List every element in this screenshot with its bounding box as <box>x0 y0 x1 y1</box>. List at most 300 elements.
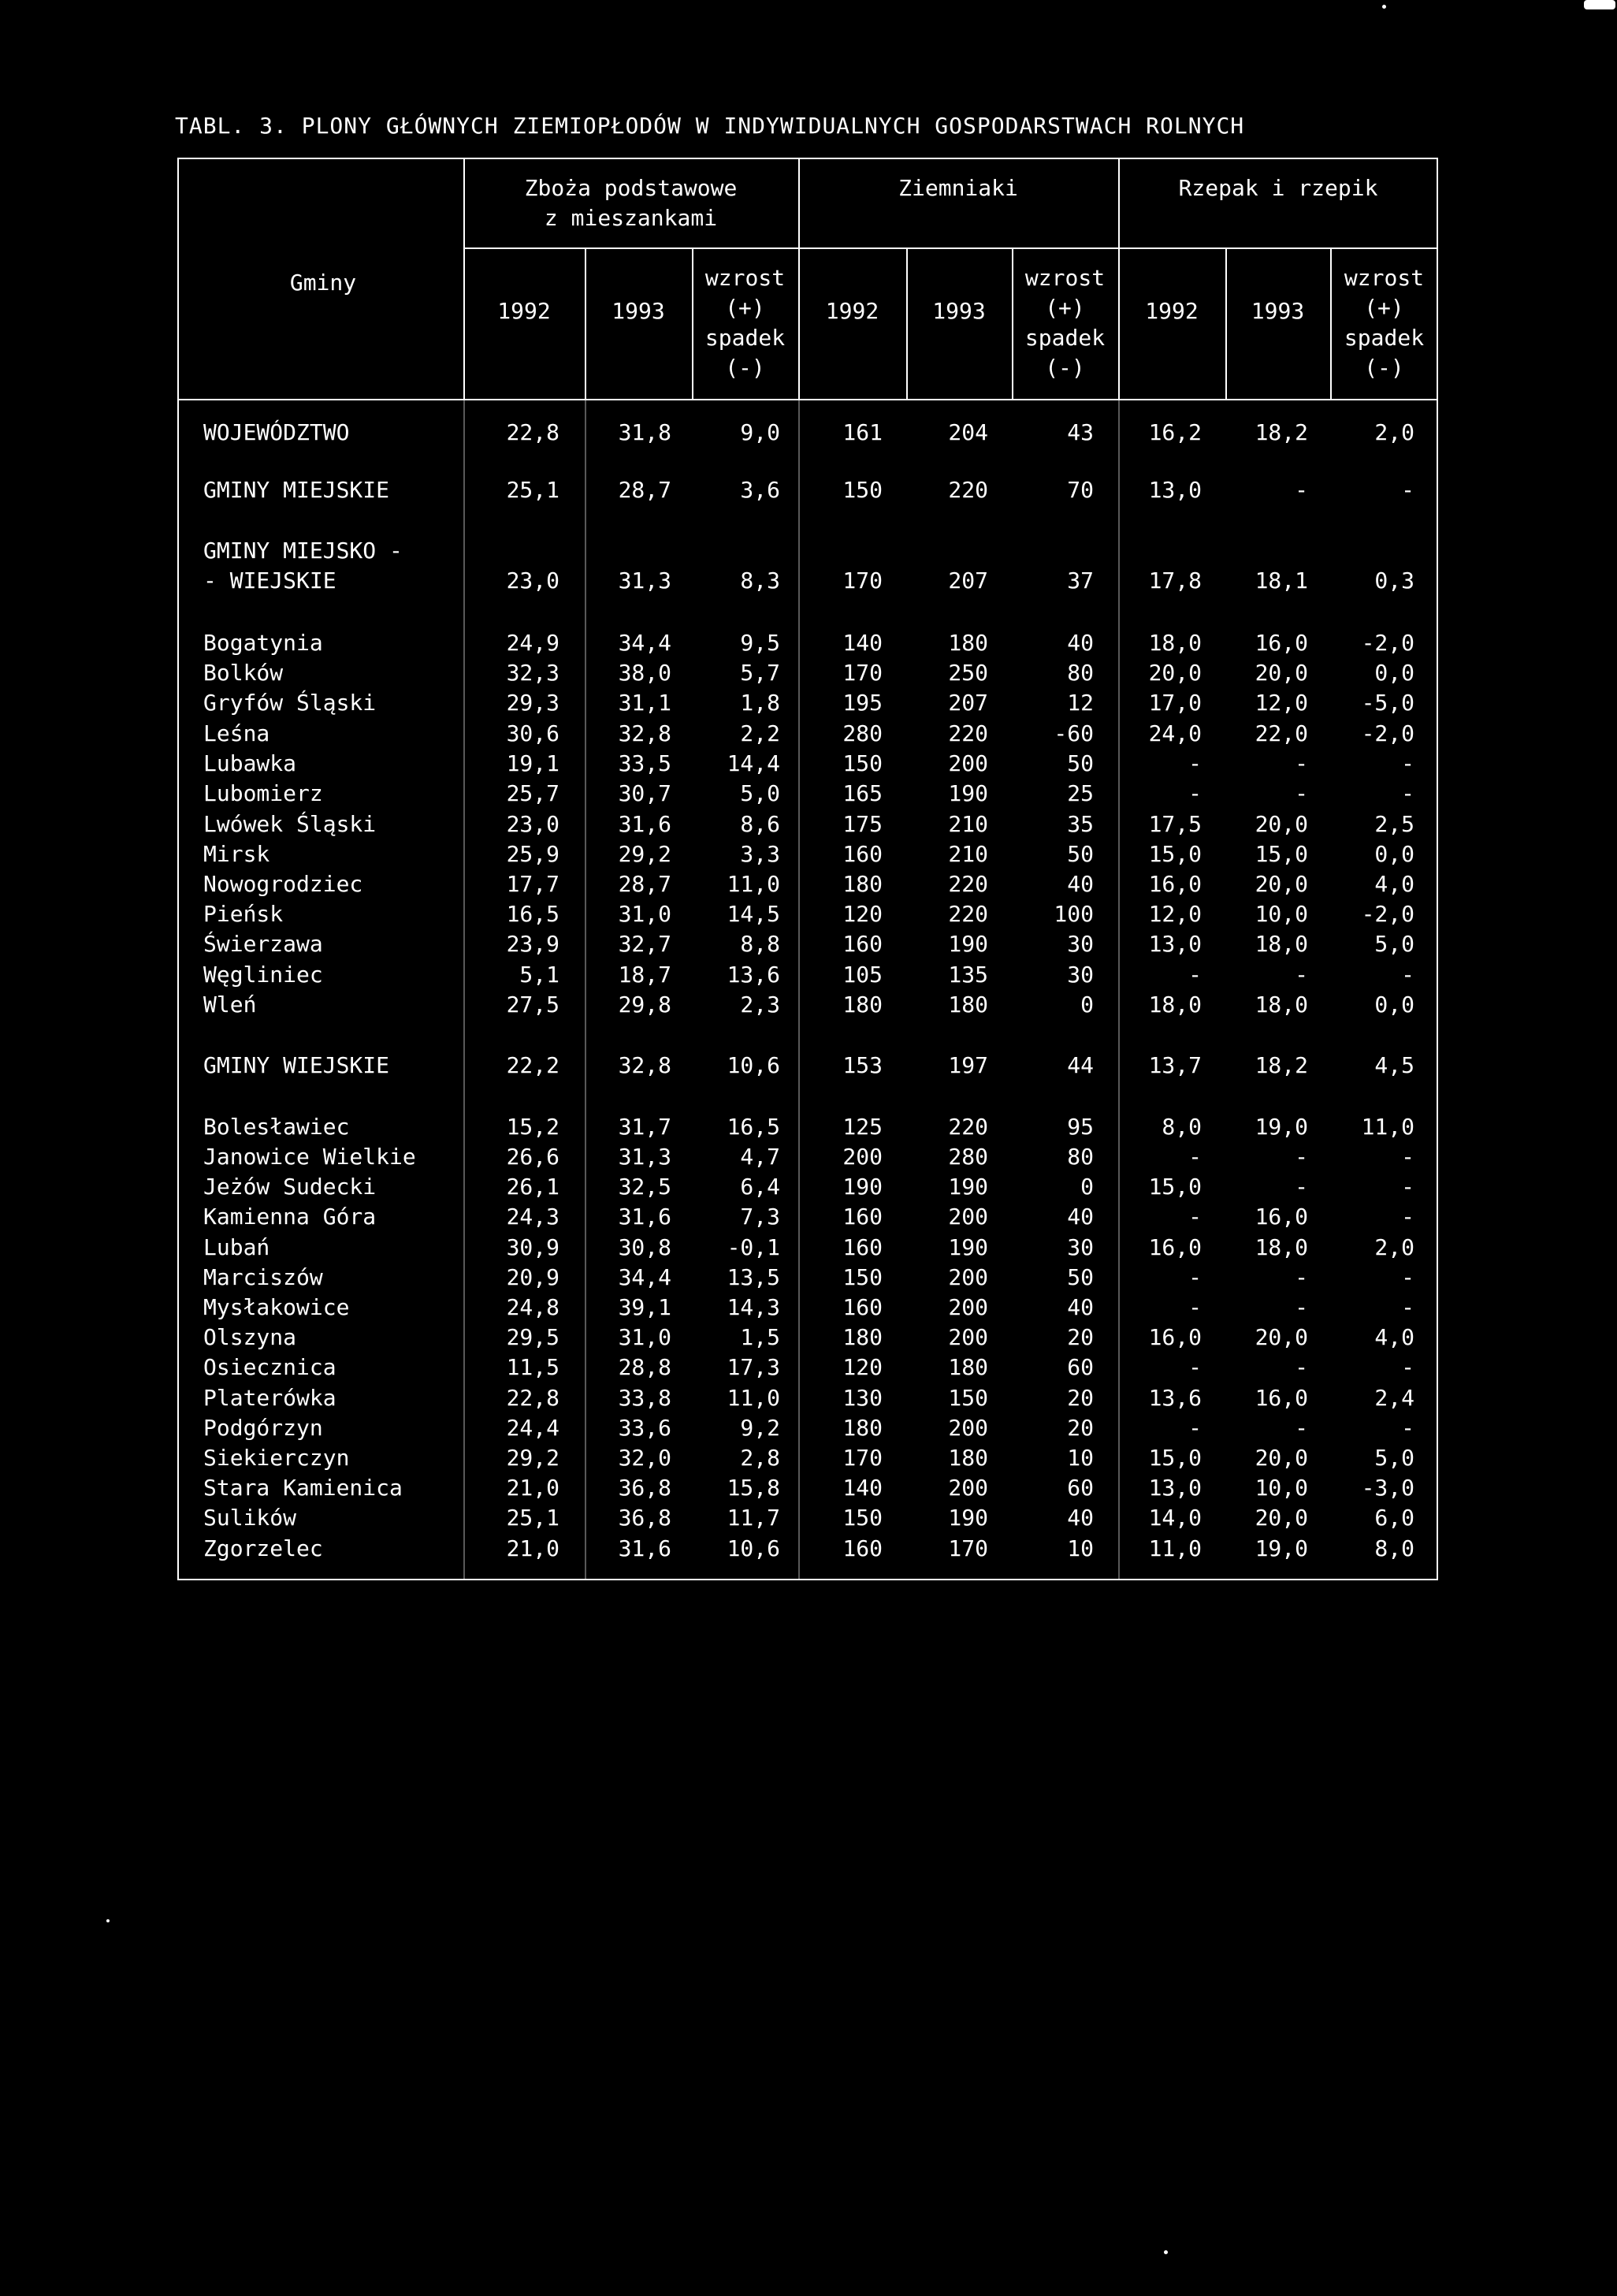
table-cell: 6,4 <box>740 1174 780 1200</box>
table-cell: 11,0 <box>1148 1535 1202 1561</box>
table-title: TABL. 3. PLONY GŁÓWNYCH ZIEMIOPŁODÓW W INDYWIDUALNYCH GOSPODARSTWACH ROLNYCH <box>175 113 1245 139</box>
table-cell: 20,0 <box>1255 1324 1308 1350</box>
table-cell: 32,5 <box>618 1174 671 1200</box>
table-cell: 3,3 <box>740 841 780 867</box>
table-cell: - <box>1188 1294 1202 1320</box>
table-cell: 23,0 <box>506 567 559 594</box>
table-cell: 135 <box>948 962 988 988</box>
table-cell: 20,0 <box>1255 811 1308 837</box>
table-cell: - <box>1188 1144 1202 1170</box>
table-cell: 18,0 <box>1148 630 1202 656</box>
table-cell: 190 <box>948 780 988 806</box>
table-cell: 23,9 <box>506 931 559 957</box>
table-cell: 16,0 <box>1255 1385 1308 1411</box>
table-cell: 190 <box>842 1174 883 1200</box>
table-cell: 153 <box>842 1052 883 1078</box>
table-row <box>0 658 1617 688</box>
table-cell: 19,0 <box>1255 1535 1308 1561</box>
table-cell: 31,0 <box>618 1324 671 1350</box>
table-row <box>0 899 1617 929</box>
table-cell: 8,6 <box>740 811 780 837</box>
table-cell: 13,0 <box>1148 1475 1202 1501</box>
table-cell: 3,6 <box>740 477 780 503</box>
table-cell: 25,1 <box>506 477 559 503</box>
table-cell: - <box>1295 962 1308 988</box>
header-zboza: Zboża podstawowe z mieszankami <box>524 175 738 231</box>
table-cell: 24,0 <box>1148 720 1202 746</box>
row-label: Wleń <box>203 992 257 1018</box>
table-row <box>0 990 1617 1020</box>
table-cell: 170 <box>842 660 883 686</box>
table-cell: 120 <box>842 1354 883 1380</box>
table-cell: 17,8 <box>1148 567 1202 594</box>
row-label: - WIEJSKIE <box>203 567 336 594</box>
table-cell: 32,3 <box>506 660 559 686</box>
table-cell: 10 <box>1067 1445 1094 1471</box>
table-cell: 207 <box>948 567 988 594</box>
table-cell: 31,6 <box>618 1535 671 1561</box>
table-cell: 20 <box>1067 1415 1094 1441</box>
table-cell: 4,7 <box>740 1144 780 1170</box>
table-cell: 21,0 <box>506 1535 559 1561</box>
table-cell: 28,8 <box>618 1354 671 1380</box>
table-cell: 31,1 <box>618 690 671 716</box>
table-cell: 0 <box>1080 992 1094 1018</box>
table-cell: 180 <box>948 630 988 656</box>
table-cell: 200 <box>948 1264 988 1290</box>
table-cell: 15,0 <box>1255 841 1308 867</box>
table-cell: 30 <box>1067 1234 1094 1260</box>
table-cell: 32,0 <box>618 1445 671 1471</box>
table-row <box>0 1233 1617 1263</box>
table-cell: 180 <box>948 1445 988 1471</box>
table-row <box>0 418 1617 448</box>
table-cell: 22,0 <box>1255 720 1308 746</box>
table-cell: - <box>1188 962 1202 988</box>
header-1992: 1992 <box>1145 298 1199 324</box>
table-cell: 16,0 <box>1148 1234 1202 1260</box>
table-row <box>0 960 1617 990</box>
table-cell: 150 <box>948 1385 988 1411</box>
table-cell: 180 <box>948 1354 988 1380</box>
table-cell: 14,0 <box>1148 1505 1202 1531</box>
table-cell: 23,0 <box>506 811 559 837</box>
table-cell: 280 <box>948 1144 988 1170</box>
table-cell: 80 <box>1067 1144 1094 1170</box>
table-cell: 19,1 <box>506 750 559 776</box>
row-label: Jeżów Sudecki <box>203 1174 377 1200</box>
table-cell: 18,0 <box>1255 992 1308 1018</box>
table-cell: 24,3 <box>506 1204 559 1230</box>
table-row <box>0 1172 1617 1202</box>
table-cell: 220 <box>948 871 988 897</box>
table-cell: 8,8 <box>740 931 780 957</box>
row-label: Janowice Wielkie <box>203 1144 416 1170</box>
table-cell: 5,0 <box>1374 1445 1414 1471</box>
table-cell: 31,8 <box>618 419 671 445</box>
table-cell: 180 <box>842 992 883 1018</box>
table-cell: 2,4 <box>1374 1385 1414 1411</box>
row-label: GMINY WIEJSKIE <box>203 1052 390 1078</box>
table-cell: 200 <box>948 1324 988 1350</box>
table-cell: -2,0 <box>1361 630 1414 656</box>
table-cell: 180 <box>842 1324 883 1350</box>
table-cell: 20,0 <box>1255 1505 1308 1531</box>
table-cell: 15,0 <box>1148 841 1202 867</box>
table-cell: - <box>1401 750 1414 776</box>
table-cell: - <box>1295 1144 1308 1170</box>
table-cell: 200 <box>948 1415 988 1441</box>
table-row <box>0 779 1617 809</box>
header-ziemniaki: Ziemniaki <box>898 175 1018 201</box>
table-cell: 2,0 <box>1374 1234 1414 1260</box>
table-cell: 15,8 <box>727 1475 780 1501</box>
table-cell: 25 <box>1067 780 1094 806</box>
row-label: Zgorzelec <box>203 1535 323 1561</box>
table-cell: - <box>1295 1294 1308 1320</box>
table-cell: 13,6 <box>1148 1385 1202 1411</box>
row-label: Mysłakowice <box>203 1294 350 1320</box>
table-cell: 10 <box>1067 1535 1094 1561</box>
row-label: Platerówka <box>203 1385 336 1411</box>
table-cell: 180 <box>842 1415 883 1441</box>
row-label: Stara Kamienica <box>203 1475 403 1501</box>
table-cell: 30,6 <box>506 720 559 746</box>
table-cell: 43 <box>1067 419 1094 445</box>
table-cell: 95 <box>1067 1114 1094 1140</box>
table-cell: -5,0 <box>1361 690 1414 716</box>
table-cell: 250 <box>948 660 988 686</box>
table-cell: 36,8 <box>618 1505 671 1531</box>
table-cell: 18,0 <box>1255 931 1308 957</box>
row-label: Lubawka <box>203 750 297 776</box>
table-cell: 15,0 <box>1148 1445 1202 1471</box>
table-cell: - <box>1188 750 1202 776</box>
table-row <box>0 929 1617 959</box>
header-change: wzrost (+) spadek (-) <box>704 265 786 381</box>
table-cell: 40 <box>1067 1294 1094 1320</box>
table-cell: 17,3 <box>727 1354 780 1380</box>
table-cell: 29,5 <box>506 1324 559 1350</box>
table-row <box>0 1534 1617 1564</box>
table-row <box>0 536 1617 566</box>
table-cell: - <box>1295 1174 1308 1200</box>
table-cell: 35 <box>1067 811 1094 837</box>
header-change: wzrost (+) spadek (-) <box>1344 265 1425 381</box>
table-row <box>0 1503 1617 1533</box>
table-row <box>0 1323 1617 1353</box>
table-cell: 5,0 <box>740 780 780 806</box>
table-cell: - <box>1295 1415 1308 1441</box>
table-cell: -0,1 <box>727 1234 780 1260</box>
table-cell: 44 <box>1067 1052 1094 1078</box>
row-label: Siekierczyn <box>203 1445 350 1471</box>
table-cell: 12,0 <box>1255 690 1308 716</box>
table-cell: 125 <box>842 1114 883 1140</box>
header-rzepak: Rzepak i rzepik <box>1178 175 1378 201</box>
table-cell: - <box>1401 1415 1414 1441</box>
row-label: Osiecznica <box>203 1354 336 1380</box>
table-cell: 24,9 <box>506 630 559 656</box>
table-cell: 33,8 <box>618 1385 671 1411</box>
row-label: Pieńsk <box>203 901 284 927</box>
scan-speck <box>1382 5 1386 9</box>
table-cell: 28,7 <box>618 477 671 503</box>
table-cell: - <box>1401 1144 1414 1170</box>
row-label: Bolesławiec <box>203 1114 350 1140</box>
row-label: GMINY MIEJSKIE <box>203 477 390 503</box>
table-cell: 30,7 <box>618 780 671 806</box>
table-cell: 38,0 <box>618 660 671 686</box>
row-label: Lubań <box>203 1234 270 1260</box>
table-cell: 25,1 <box>506 1505 559 1531</box>
table-cell: 18,0 <box>1148 992 1202 1018</box>
table-cell: 11,5 <box>506 1354 559 1380</box>
table-cell: 10,6 <box>727 1535 780 1561</box>
row-label: Gryfów Śląski <box>203 690 377 716</box>
table-row <box>0 809 1617 839</box>
row-label: Lubomierz <box>203 780 323 806</box>
table-cell: 150 <box>842 1264 883 1290</box>
row-label: WOJEWÓDZTWO <box>203 419 350 445</box>
table-cell: 39,1 <box>618 1294 671 1320</box>
table-cell: 165 <box>842 780 883 806</box>
table-cell: 40 <box>1067 1505 1094 1531</box>
table-cell: - <box>1188 1415 1202 1441</box>
table-cell: 26,1 <box>506 1174 559 1200</box>
table-cell: 4,5 <box>1374 1052 1414 1078</box>
table-cell: - <box>1295 1264 1308 1290</box>
table-cell: - <box>1401 1354 1414 1380</box>
table-cell: - <box>1188 1264 1202 1290</box>
table-cell: 10,0 <box>1255 1475 1308 1501</box>
table-cell: 17,0 <box>1148 690 1202 716</box>
table-cell: 11,0 <box>727 871 780 897</box>
table-cell: 204 <box>948 419 988 445</box>
table-cell: 13,0 <box>1148 931 1202 957</box>
table-row <box>0 1473 1617 1503</box>
table-cell: 33,6 <box>618 1415 671 1441</box>
table-cell: 170 <box>842 1445 883 1471</box>
table-cell: 29,2 <box>506 1445 559 1471</box>
table-cell: 70 <box>1067 477 1094 503</box>
table-row <box>0 1202 1617 1232</box>
table-cell: 11,7 <box>727 1505 780 1531</box>
table-cell: 16,5 <box>727 1114 780 1140</box>
table-cell: 13,6 <box>727 962 780 988</box>
table-cell: 195 <box>842 690 883 716</box>
table-cell: 7,3 <box>740 1204 780 1230</box>
table-cell: 12 <box>1067 690 1094 716</box>
table-cell: 32,8 <box>618 720 671 746</box>
table-cell: 33,5 <box>618 750 671 776</box>
table-cell: 18,2 <box>1255 1052 1308 1078</box>
table-cell: - <box>1295 750 1308 776</box>
table-cell: 0,3 <box>1374 567 1414 594</box>
table-cell: 190 <box>948 931 988 957</box>
table-row <box>0 1353 1617 1382</box>
table-cell: 100 <box>1054 901 1094 927</box>
row-label: Marciszów <box>203 1264 323 1290</box>
table-cell: 207 <box>948 690 988 716</box>
table-cell: 9,2 <box>740 1415 780 1441</box>
table-cell: - <box>1295 1354 1308 1380</box>
table-cell: 30 <box>1067 931 1094 957</box>
table-cell: 20 <box>1067 1324 1094 1350</box>
table-cell: 15,0 <box>1148 1174 1202 1200</box>
table-cell: 0,0 <box>1374 841 1414 867</box>
table-cell: 200 <box>948 750 988 776</box>
table-cell: 14,3 <box>727 1294 780 1320</box>
table-cell: 220 <box>948 477 988 503</box>
table-row <box>0 1112 1617 1142</box>
table-cell: 200 <box>948 1294 988 1320</box>
table-cell: 6,0 <box>1374 1505 1414 1531</box>
table-cell: 20,0 <box>1255 660 1308 686</box>
table-row <box>0 749 1617 779</box>
table-cell: 175 <box>842 811 883 837</box>
table-cell: -3,0 <box>1361 1475 1414 1501</box>
table-cell: 29,8 <box>618 992 671 1018</box>
table-cell: 210 <box>948 841 988 867</box>
table-cell: 9,0 <box>740 419 780 445</box>
table-cell: 8,3 <box>740 567 780 594</box>
table-cell: 29,2 <box>618 841 671 867</box>
row-label: Kamienna Góra <box>203 1204 377 1230</box>
table-cell: 29,3 <box>506 690 559 716</box>
scan-speck <box>106 1919 110 1922</box>
table-cell: 18,1 <box>1255 567 1308 594</box>
table-cell: 31,7 <box>618 1114 671 1140</box>
table-cell: 5,7 <box>740 660 780 686</box>
table-cell: 4,0 <box>1374 871 1414 897</box>
scan-speck <box>1584 0 1615 9</box>
table-cell: 2,8 <box>740 1445 780 1471</box>
row-label: Bolków <box>203 660 284 686</box>
table-cell: 36,8 <box>618 1475 671 1501</box>
table-cell: 160 <box>842 1204 883 1230</box>
table-cell: 40 <box>1067 1204 1094 1230</box>
table-cell: 60 <box>1067 1354 1094 1380</box>
table-cell: 21,0 <box>506 1475 559 1501</box>
table-cell: 200 <box>948 1204 988 1230</box>
table-cell: - <box>1401 477 1414 503</box>
table-cell: 170 <box>948 1535 988 1561</box>
table-cell: 30,8 <box>618 1234 671 1260</box>
table-cell: 32,7 <box>618 931 671 957</box>
table-cell: -2,0 <box>1361 720 1414 746</box>
table-cell: 16,0 <box>1255 630 1308 656</box>
table-cell: 150 <box>842 1505 883 1531</box>
table-row <box>0 688 1617 718</box>
scan-speck <box>1164 2250 1168 2254</box>
table-cell: - <box>1401 1174 1414 1200</box>
table-cell: 105 <box>842 962 883 988</box>
table-cell: 160 <box>842 1535 883 1561</box>
table-row <box>0 566 1617 596</box>
table-cell: 31,6 <box>618 811 671 837</box>
table-cell: - <box>1188 1354 1202 1380</box>
table-cell: 80 <box>1067 660 1094 686</box>
table-cell: 24,4 <box>506 1415 559 1441</box>
table-cell: 34,4 <box>618 630 671 656</box>
table-cell: 60 <box>1067 1475 1094 1501</box>
table-cell: 16,2 <box>1148 419 1202 445</box>
table-cell: 160 <box>842 1234 883 1260</box>
row-label: Olszyna <box>203 1324 297 1350</box>
table-cell: 24,8 <box>506 1294 559 1320</box>
header-1993: 1993 <box>1251 298 1305 324</box>
table-cell: 1,8 <box>740 690 780 716</box>
table-cell: 280 <box>842 720 883 746</box>
table-cell: - <box>1295 780 1308 806</box>
table-cell: 11,0 <box>727 1385 780 1411</box>
table-row <box>0 475 1617 505</box>
table-cell: 160 <box>842 841 883 867</box>
table-cell: 28,7 <box>618 871 671 897</box>
table-cell: 200 <box>842 1144 883 1170</box>
row-label: GMINY MIEJSKO - <box>203 538 403 564</box>
table-cell: 27,5 <box>506 992 559 1018</box>
table-row <box>0 1293 1617 1323</box>
table-cell: 31,6 <box>618 1204 671 1230</box>
row-label: Węgliniec <box>203 962 323 988</box>
table-cell: 140 <box>842 630 883 656</box>
table-cell: 20,0 <box>1148 660 1202 686</box>
grid-line <box>177 399 1438 400</box>
table-cell: 2,3 <box>740 992 780 1018</box>
table-cell: - <box>1401 1204 1414 1230</box>
row-label: Leśna <box>203 720 270 746</box>
table-cell: 180 <box>948 992 988 1018</box>
table-cell: 22,2 <box>506 1052 559 1078</box>
table-cell: 200 <box>948 1475 988 1501</box>
table-cell: 180 <box>842 871 883 897</box>
table-cell: 25,7 <box>506 780 559 806</box>
table-cell: - <box>1401 780 1414 806</box>
table-cell: 16,5 <box>506 901 559 927</box>
table-cell: 10,6 <box>727 1052 780 1078</box>
table-cell: 40 <box>1067 871 1094 897</box>
table-cell: 1,5 <box>740 1324 780 1350</box>
table-cell: 9,5 <box>740 630 780 656</box>
table-cell: 8,0 <box>1162 1114 1202 1140</box>
table-row <box>0 839 1617 869</box>
header-1992: 1992 <box>497 298 551 324</box>
table-cell: - <box>1401 962 1414 988</box>
table-cell: 2,0 <box>1374 419 1414 445</box>
table-cell: 15,2 <box>506 1114 559 1140</box>
table-cell: 18,2 <box>1255 419 1308 445</box>
table-row <box>0 628 1617 658</box>
table-cell: 37 <box>1067 567 1094 594</box>
table-cell: -2,0 <box>1361 901 1414 927</box>
table-cell: 31,3 <box>618 567 671 594</box>
table-cell: 0,0 <box>1374 992 1414 1018</box>
table-cell: - <box>1188 1204 1202 1230</box>
table-cell: 22,8 <box>506 1385 559 1411</box>
table-cell: 160 <box>842 1294 883 1320</box>
table-cell: 150 <box>842 477 883 503</box>
row-label: Lwówek Śląski <box>203 811 377 837</box>
table-cell: 30,9 <box>506 1234 559 1260</box>
table-cell: 160 <box>842 931 883 957</box>
table-cell: 18,7 <box>618 962 671 988</box>
table-cell: 190 <box>948 1234 988 1260</box>
header-change: wzrost (+) spadek (-) <box>1024 265 1106 381</box>
row-label: Sulików <box>203 1505 297 1531</box>
table-cell: -60 <box>1054 720 1094 746</box>
